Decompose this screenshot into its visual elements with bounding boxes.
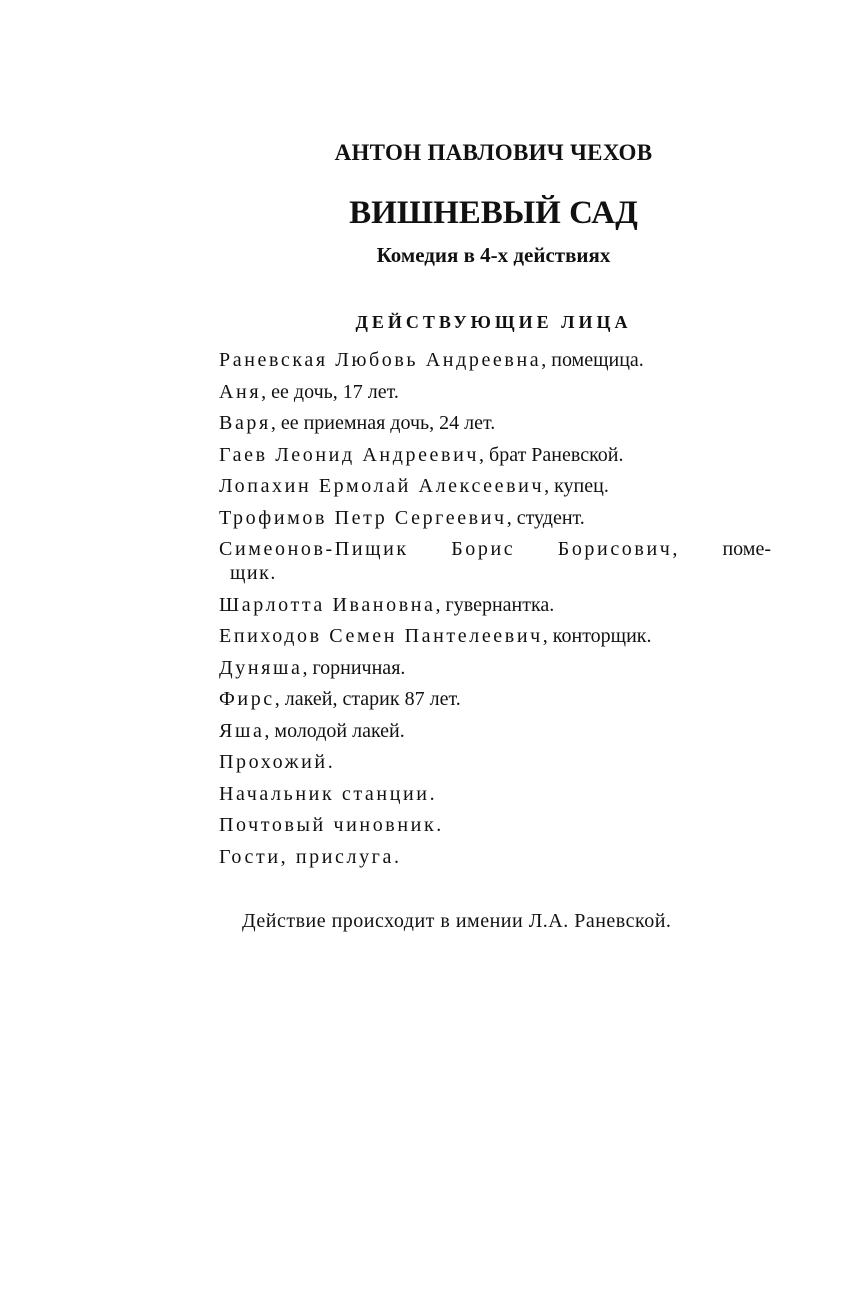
- cast-desc: , горничная.: [302, 656, 406, 679]
- cast-item: [219, 845, 771, 869]
- cast-desc: поме-: [722, 538, 771, 560]
- cast-desc: , лакей, старик 87 лет.: [274, 688, 461, 710]
- cast-item: [219, 380, 771, 404]
- play-subtitle: Комедия в 4-х действиях: [376, 243, 611, 267]
- cast-desc: , купец.: [544, 475, 609, 497]
- author-name: АНТОН ПАВЛОВИЧ ЧЕХОВ: [334, 140, 653, 165]
- cast-name: Почтовый чиновник: [219, 814, 437, 836]
- cast-name: Гости, прислуга: [219, 845, 394, 868]
- cast-desc: , ее приемная дочь, 24 лет.: [270, 412, 496, 434]
- cast-item: [219, 719, 771, 743]
- cast-name: Яша: [219, 719, 265, 742]
- cast-name: Борис: [451, 538, 516, 560]
- cast-desc: .: [327, 751, 333, 773]
- cast-desc: , ее дочь, 17 лет.: [261, 380, 399, 403]
- cast-item: [219, 443, 771, 467]
- cast-desc: .: [393, 845, 399, 868]
- cast-heading: ДЕЙСТВУЮЩИЕ ЛИЦА: [355, 312, 632, 332]
- cast-desc: , брат Раневской.: [479, 443, 624, 466]
- cast-item: [219, 593, 771, 617]
- cast-name: Борисович,: [557, 538, 681, 560]
- cast-list: [219, 348, 771, 876]
- cast-name: Фирс: [219, 688, 275, 710]
- cast-desc-continuation: щик.: [230, 562, 277, 584]
- cast-item: [219, 813, 771, 837]
- cast-item: [219, 782, 771, 806]
- cast-item: [219, 656, 771, 680]
- cast-name: Прохожий: [219, 751, 328, 773]
- cast-line: [219, 537, 771, 561]
- cast-desc: , студент.: [506, 506, 585, 529]
- cast-desc: , помещица.: [541, 349, 644, 371]
- cast-name: Раневская Любовь Андреевна: [219, 349, 542, 371]
- cast-name: Аня: [219, 380, 262, 403]
- cast-name: Епиходов Семен Пантелеевич: [219, 625, 543, 647]
- play-title: ВИШНЕВЫЙ САД: [349, 195, 638, 231]
- setting-note: Действие происходит в имении Л.А. Раневской.: [242, 910, 672, 932]
- cast-name: Симеонов-Пищик: [219, 538, 409, 560]
- cast-desc: , гувернантка.: [435, 593, 555, 616]
- cast-desc: .: [429, 782, 435, 805]
- cast-item: [219, 348, 771, 372]
- cast-item: [219, 474, 771, 498]
- cast-desc: , молодой лакей.: [264, 719, 405, 742]
- cast-name: Варя: [219, 412, 271, 434]
- cast-name: Лопахин Ермолай Алексеевич: [219, 475, 545, 497]
- cast-name: Шарлотта Ивановна: [219, 593, 436, 616]
- cast-name: Начальник станции: [219, 782, 430, 805]
- cast-desc: , конторщик.: [542, 625, 652, 647]
- cast-item: [219, 411, 771, 435]
- cast-desc: .: [436, 814, 442, 836]
- cast-name: Трофимов Петр Сергеевич: [219, 506, 507, 529]
- cast-name: Дуняша: [219, 656, 303, 679]
- cast-item: [219, 750, 771, 774]
- cast-name: Гаев Леонид Андреевич: [219, 443, 480, 466]
- cast-item: [219, 506, 771, 530]
- cast-item: [219, 687, 771, 711]
- cast-item: [219, 624, 771, 648]
- cast-item: [219, 537, 771, 585]
